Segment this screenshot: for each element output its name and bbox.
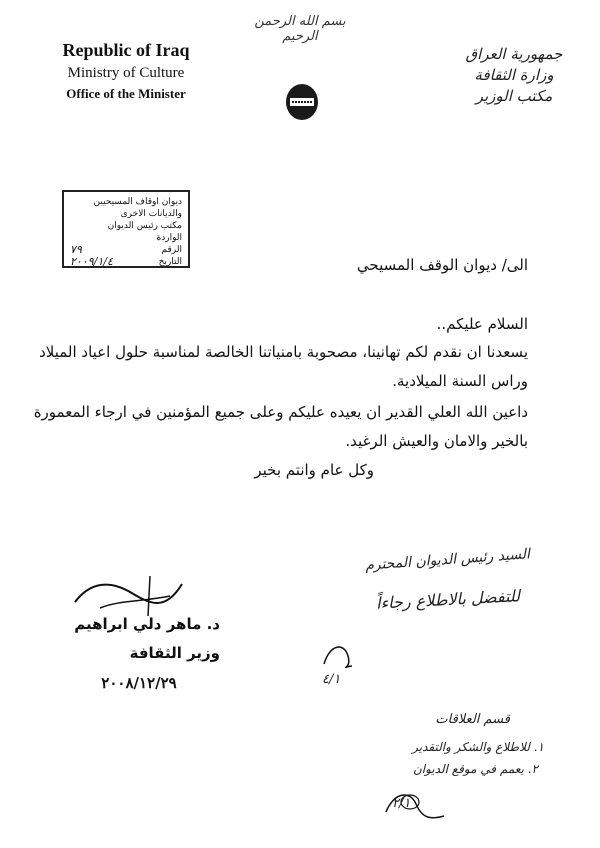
paragraph-congratulations: يسعدنا ان نقدم لكم تهانينا، مصحوبة بامنياتنا الخالصة لمناسبة حلول اعياد الميلاد وراس السنة الميلادية. xyxy=(39,343,528,390)
closing-line: وكل عام وانتم بخير xyxy=(254,461,374,479)
signature-date: ٢٠٠٨/١٢/٢٩ xyxy=(101,674,177,692)
letterhead-english xyxy=(36,40,216,102)
handwritten-note-date-2: ٢/١ xyxy=(392,796,411,811)
handwritten-note-addressee: السيد رئيس الديوان المحترم xyxy=(364,546,531,574)
handwritten-note-item1: ١. للاطلاع والشكر والتقدير xyxy=(412,740,544,754)
letterhead-republic: Republic of Iraq xyxy=(62,40,190,60)
recipient-line: الى/ ديوان الوقف المسيحي xyxy=(356,256,528,274)
bottom-signature-icon xyxy=(380,782,450,824)
signatory-name: د. ماهر دلي ابراهيم xyxy=(74,615,220,633)
minister-signature-icon xyxy=(70,572,190,620)
letterhead-ar-ministry: وزارة الثقافة xyxy=(474,66,554,84)
stamp-line2: مكتب رئيس الديوان xyxy=(107,221,182,231)
basmala: بسم الله الرحمن الرحيم xyxy=(254,14,346,44)
initials-signature-icon xyxy=(318,638,358,672)
letterhead-ar-office: مكتب الوزير xyxy=(475,87,553,105)
stamp-date-label: التاريخ xyxy=(158,257,182,267)
handwritten-note-instruction: للتفضل بالاطلاع رجاءاً xyxy=(375,586,521,613)
stamp-date-value: ٢٠٠٩/١/٤ xyxy=(70,255,113,268)
letterhead-ministry: Ministry of Culture xyxy=(67,65,185,81)
greeting: السلام عليكم.. xyxy=(436,315,528,333)
stamp-number-value: ٧٩ xyxy=(70,243,82,256)
stamp-line1: ديوان اوقاف المسيحيين والديانات الاخرى xyxy=(93,197,182,219)
handwritten-note-item2: ٢. يعمم في موقع الديوان xyxy=(412,762,538,776)
stamp-line3: الواردة xyxy=(156,233,182,243)
stamp-number-label: الرقم xyxy=(161,245,182,255)
letterhead-ar-republic: جمهورية العراق xyxy=(465,45,563,63)
letterhead-arabic xyxy=(444,42,584,108)
handwritten-note-date-1: ٤/١ xyxy=(322,672,341,687)
letterhead-office: Office of the Minister xyxy=(66,86,186,101)
signatory-title: وزير الثقافة xyxy=(129,644,220,662)
incoming-stamp xyxy=(62,190,190,268)
paragraph-prayer: داعين الله العلي القدير ان يعيده عليكم وعلى جميع المؤمنين في ارجاء المعمورة بالخير والامان والعيش الرغيد. xyxy=(33,403,528,450)
eagle-emblem-icon xyxy=(284,82,320,122)
handwritten-note-department: قسم العلاقات xyxy=(435,712,510,727)
